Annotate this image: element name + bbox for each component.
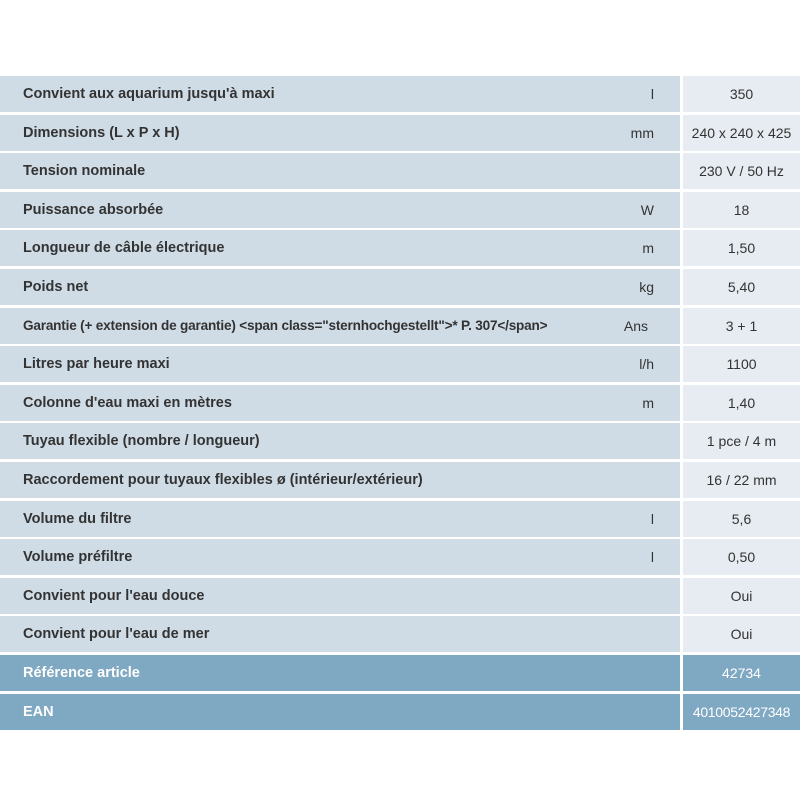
spec-label-cell [0,192,680,228]
spec-label: Garantie (+ extension de garantie) <span class="sternhochgestellt">* P. 307</span> [23,318,548,334]
spec-label: Convient pour l'eau de mer [23,626,210,643]
spec-label: Dimensions (L x P x H) [23,124,180,141]
spec-value: 16 / 22 mm [683,462,800,498]
ean-row [0,694,800,730]
spec-row [0,346,800,382]
spec-value: 350 [683,76,800,112]
spec-value: 5,6 [683,501,800,537]
spec-label: Volume du filtre [23,510,132,527]
spec-label-cell [0,115,680,151]
spec-unit: mm [630,124,654,141]
spec-label-cell [0,76,680,112]
spec-value: 3 + 1 [683,308,800,344]
spec-label: Litres par heure maxi [23,356,170,373]
spec-value: 230 V / 50 Hz [683,153,800,189]
spec-row [0,462,800,498]
spec-row [0,192,800,228]
reference-label: Référence article [23,664,140,681]
spec-row [0,269,800,305]
spec-unit: l [650,86,654,102]
spec-row [0,501,800,537]
spec-value: 5,40 [683,269,800,305]
spec-row [0,616,800,652]
spec-label: Tension nominale [23,163,146,180]
spec-table [0,76,800,732]
spec-label: Raccordement pour tuyaux flexibles ø (intérieur/extérieur) [23,471,423,488]
spec-label-cell [0,346,680,382]
spec-label-cell [0,308,680,344]
spec-label: Convient pour l'eau douce [23,587,205,604]
spec-label: Longueur de câble électrique [23,240,225,257]
spec-label-cell [0,423,680,459]
spec-row [0,153,800,189]
spec-label-cell [0,462,680,498]
spec-value: 240 x 240 x 425 [683,115,800,151]
spec-row [0,308,800,344]
spec-label-cell [0,385,680,421]
spec-value: 18 [683,192,800,228]
spec-label: Puissance absorbée [23,201,164,218]
ean-label: EAN [23,703,54,720]
reference-label-cell [0,655,680,691]
spec-unit: l [650,549,654,566]
spec-row [0,76,800,112]
spec-value: 1,50 [683,230,800,266]
spec-unit: m [642,394,654,411]
spec-row [0,539,800,575]
spec-value: 1100 [683,346,800,382]
spec-label-cell [0,616,680,652]
spec-row [0,385,800,421]
spec-unit: Ans [623,317,648,334]
spec-unit: W [640,201,654,218]
spec-unit: kg [639,278,654,295]
spec-label: Poids net [23,278,89,295]
spec-unit: l [650,510,654,527]
spec-label-cell [0,230,680,266]
spec-label-cell [0,501,680,537]
spec-row [0,230,800,266]
spec-row [0,578,800,614]
spec-label: Colonne d'eau maxi en mètres [23,394,232,411]
spec-label-cell [0,539,680,575]
spec-row [0,423,800,459]
spec-value: 0,50 [683,539,800,575]
spec-value: Oui [683,578,800,614]
spec-value: 1,40 [683,385,800,421]
ean-value: 4010052427348 [683,694,800,730]
spec-value: Oui [683,616,800,652]
spec-label-cell [0,269,680,305]
spec-row [0,115,800,151]
spec-unit: l/h [639,356,654,373]
reference-row [0,655,800,691]
ean-label-cell [0,694,680,730]
spec-label: Volume préfiltre [23,549,133,566]
spec-label: Tuyau flexible (nombre / longueur) [23,433,260,450]
spec-label-cell [0,153,680,189]
reference-value: 42734 [683,655,800,691]
spec-unit: m [642,240,654,257]
spec-value: 1 pce / 4 m [683,423,800,459]
spec-label-cell [0,578,680,614]
spec-label: Convient aux aquarium jusqu'à maxi [23,86,275,102]
